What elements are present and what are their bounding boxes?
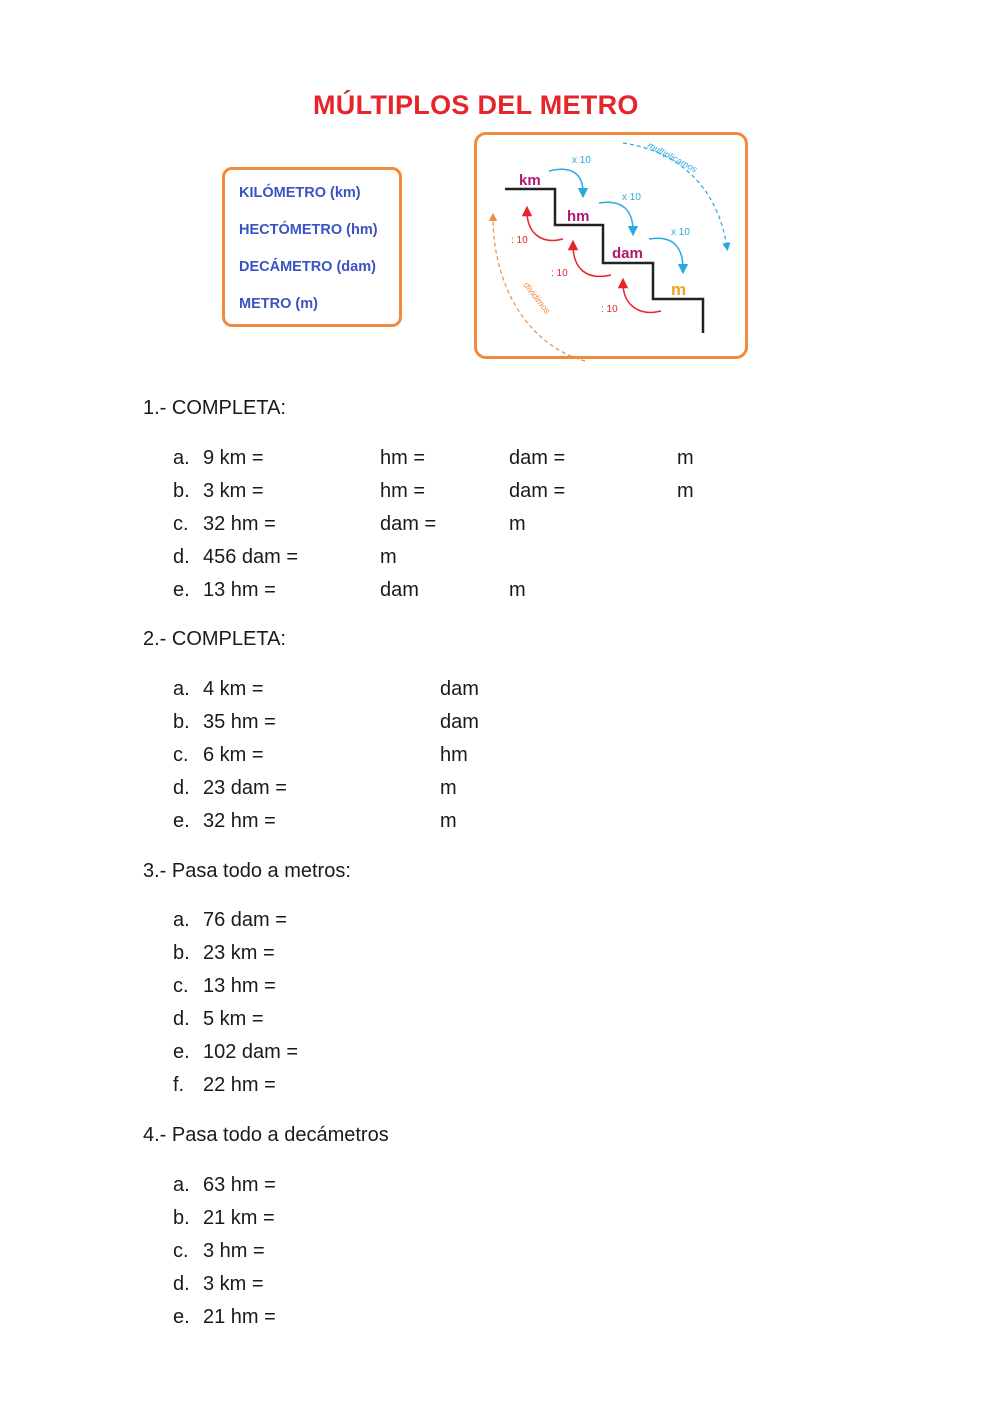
stairs-diagram: [474, 132, 748, 359]
divide-label: : 10: [551, 268, 568, 279]
divide-arrow: [573, 245, 611, 276]
unit-decametro: DECÁMETRO (dam): [239, 259, 376, 275]
multiply-label: x 10: [671, 227, 690, 238]
multiply-label: x 10: [572, 155, 591, 166]
divide-caption: dividimos: [521, 280, 553, 316]
divide-guide: [493, 217, 585, 361]
step-km: km: [519, 172, 541, 189]
unit-metro: METRO (m): [239, 296, 318, 312]
unit-kilometro: KILÓMETRO (km): [239, 185, 361, 201]
step-dam: dam: [612, 245, 643, 262]
section-1-title: 1.- COMPLETA:: [143, 397, 286, 419]
divide-arrow: [623, 283, 661, 312]
section-4-title: 4.- Pasa todo a decámetros: [143, 1124, 389, 1146]
multiply-caption: multiplicamos: [646, 139, 699, 175]
unit-hectometro: HECTÓMETRO (hm): [239, 222, 378, 238]
step-hm: hm: [567, 208, 590, 225]
divide-label: : 10: [511, 235, 528, 246]
units-box: [222, 167, 402, 327]
stairs-svg: [477, 135, 751, 362]
divide-label: : 10: [601, 304, 618, 315]
step-m: m: [671, 280, 687, 299]
section-3-title: 3.- Pasa todo a metros:: [143, 860, 351, 882]
page-title: MÚLTIPLOS DEL METRO: [313, 90, 639, 120]
section-2-title: 2.- COMPLETA:: [143, 628, 286, 650]
multiply-label: x 10: [622, 192, 641, 203]
